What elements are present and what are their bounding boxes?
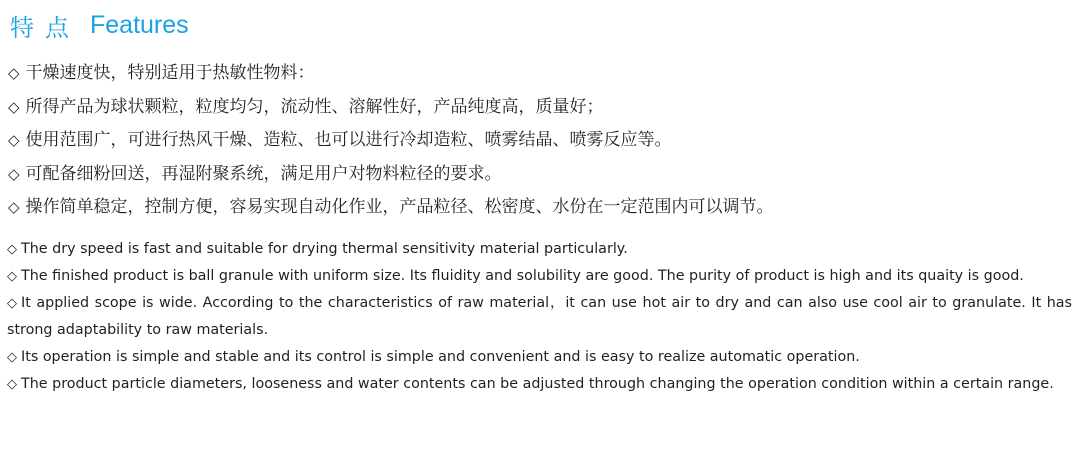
feature-item-cn xyxy=(8,158,774,192)
feature-text-cn: 使用范围广，可进行热风干燥、造粒、也可以进行冷却造粒、喷雾结晶、喷雾反应等。 xyxy=(25,130,672,150)
feature-text-en: It applied scope is wide. According to the characteristics of raw material，it can use hot air to dry and can also use cool air to granulate. It has strong adaptability to raw materials. xyxy=(7,295,1072,338)
features-list-english xyxy=(7,236,1072,398)
feature-item-en xyxy=(7,371,1072,398)
diamond-bullet-icon: ◇ xyxy=(8,164,20,183)
feature-item-cn xyxy=(8,191,774,225)
feature-text-cn: 可配备细粉回送，再湿附聚系统，满足用户对物料粒径的要求。 xyxy=(25,163,502,184)
section-heading-chinese: 特点 xyxy=(10,13,80,42)
feature-text-cn: 操作简单稳定，控制方便，容易实现自动化作业，产品粒径、松密度、水份在一定范围内可以调节。 xyxy=(25,197,774,217)
diamond-bullet-icon: ◇ xyxy=(8,131,20,149)
diamond-bullet-icon: ◇ xyxy=(8,198,20,216)
section-heading-english: Features xyxy=(90,10,189,39)
diamond-bullet-icon: ◇ xyxy=(8,64,20,82)
diamond-bullet-icon: ◇ xyxy=(7,350,17,365)
feature-item-en xyxy=(7,290,1072,344)
feature-text-en: The dry speed is fast and suitable for drying thermal sensitivity material particularly. xyxy=(21,241,628,257)
feature-text-cn: 所得产品为球状颗粒，粒度均匀，流动性、溶解性好，产品纯度高，质量好； xyxy=(25,96,604,117)
diamond-bullet-icon: ◇ xyxy=(7,377,17,392)
feature-text-en: The product particle diameters, looseness and water contents can be adjusted through changing the operation condition within a certain range. xyxy=(21,376,1054,392)
diamond-bullet-icon: ◇ xyxy=(7,242,17,257)
feature-item-cn xyxy=(8,124,774,158)
feature-text-en: The finished product is ball granule with uniform size. Its fluidity and solubility are good. The purity of product is high and its quaity is good. xyxy=(21,268,1024,284)
feature-item-en xyxy=(7,263,1072,290)
diamond-bullet-icon: ◇ xyxy=(7,269,17,284)
feature-item-en xyxy=(7,344,1072,371)
diamond-bullet-icon: ◇ xyxy=(8,97,20,116)
feature-text-en: Its operation is simple and stable and its control is simple and convenient and is easy to realize automatic operation. xyxy=(21,349,860,365)
features-list-chinese xyxy=(8,57,774,225)
diamond-bullet-icon: ◇ xyxy=(7,296,17,311)
section-heading xyxy=(10,7,189,43)
feature-item-en xyxy=(7,236,1072,263)
feature-item-cn xyxy=(8,91,774,125)
feature-item-cn xyxy=(8,57,774,91)
feature-text-cn: 干燥速度快，特别适用于热敏性物料： xyxy=(25,63,315,83)
